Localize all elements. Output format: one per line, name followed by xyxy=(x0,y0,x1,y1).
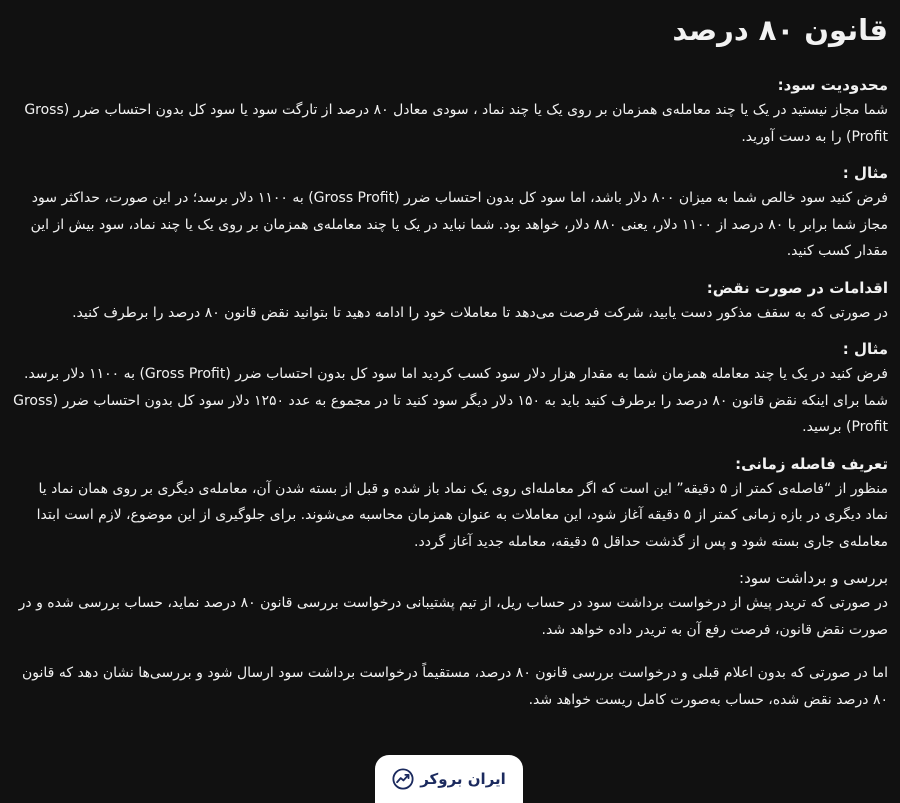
section-heading: مثال : xyxy=(842,340,888,358)
section-example-2 xyxy=(12,337,888,441)
section-profit-limit xyxy=(12,73,888,150)
section-paragraph: منظور از “فاصله‌ی کمتر از ۵ دقیقه” این است که اگر معامله‌ای روی یک نماد باز شده و قبل از بسته شدن آن، معامله‌ی دیگری بر روی همان نماد یا نماد دیگری در بازه زمانی کمتر از ۵ دقیقه آغاز شود، این معاملات به عنوان همزمان محاسبه می‌شوند. برای جلوگیری از این موضوع، لازم است ابتدا معامله‌ی جاری بسته شود و پس از گذشت حداقل ۵ دقیقه، معامله جدید آغاز گردد. xyxy=(36,480,888,550)
section-heading: مثال : xyxy=(842,164,888,182)
section-paragraph: اما در صورتی که بدون اعلام قبلی و درخواست بررسی قانون ۸۰ درصد، مستقیماً درخواست برداشت سود ارسال شود و بررسی‌ها نشان دهد که قانون ۸۰ درصد نقض شده، حساب به‌صورت کامل ریست خواهد شد. xyxy=(22,665,888,708)
brand-badge xyxy=(375,755,523,803)
section-violation-actions xyxy=(12,276,888,327)
brand-name: ایران بروکر xyxy=(420,770,506,788)
section-paragraph: شما مجاز نیستید در یک یا چند معامله‌ی همزمان بر روی یک یا چند نماد ، سودی معادل ۸۰ درصد از تارگت سود یا سود کل بدون احتساب ضرر (Gross Profit) را به دست آورید. xyxy=(24,102,888,145)
section-paragraph: فرض کنید در یک یا چند معامله همزمان شما به مقدار هزار دلار سود کسب کردید اما سود کل بدون احتساب ضرر (Gross Profit) به ۱۱۰۰ دلار برسد. شما برای اینکه نقض قانون ۸۰ درصد را برطرف کنید باید به ۱۵۰ دلار دیگر سود کنید تا در مجموع به عدد ۱۲۵۰ دلار سود کل بدون احتساب ضرر (Gross Profit) برسید. xyxy=(13,366,888,435)
section-review-withdrawal xyxy=(12,566,888,713)
section-heading: بررسی و برداشت سود: xyxy=(739,569,888,587)
chart-trend-icon xyxy=(392,768,414,790)
section-paragraph: در صورتی که به سقف مذکور دست یابید، شرکت فرصت می‌دهد تا معاملات خود را ادامه دهید تا بتوانید نقض قانون ۸۰ درصد را برطرف کنید. xyxy=(72,304,888,321)
section-example-1 xyxy=(12,161,888,265)
section-paragraph: فرض کنید سود خالص شما به میزان ۸۰۰ دلار باشد، اما سود کل بدون احتساب ضرر (Gross Profit) به ۱۱۰۰ دلار برسد؛ در این صورت، حداکثر سود مجاز شما برابر با ۸۰ درصد از ۱۱۰۰ دلار، یعنی ۸۸۰ دلار، خواهد بود. شما نباید در یک یا چند معامله‌ی همزمان بر روی یک یا چند نماد، سود بیش از این مقدار کسب کنید. xyxy=(30,190,888,259)
section-heading: تعریف فاصله زمانی: xyxy=(735,454,888,473)
section-paragraph: در صورتی که تریدر پیش از درخواست برداشت سود در حساب ریل، از تیم پشتیبانی درخواست بررسی قانون ۸۰ درصد نماید، حساب بررسی شده و در صورت نقض قانون، فرصت رفع آن به تریدر داده خواهد شد. xyxy=(18,595,888,638)
section-time-interval xyxy=(12,452,888,556)
section-heading: اقدامات در صورت نقض: xyxy=(706,278,888,297)
section-heading: محدودیت سود: xyxy=(777,76,888,94)
page-title: قانون ۸۰ درصد xyxy=(672,13,888,47)
